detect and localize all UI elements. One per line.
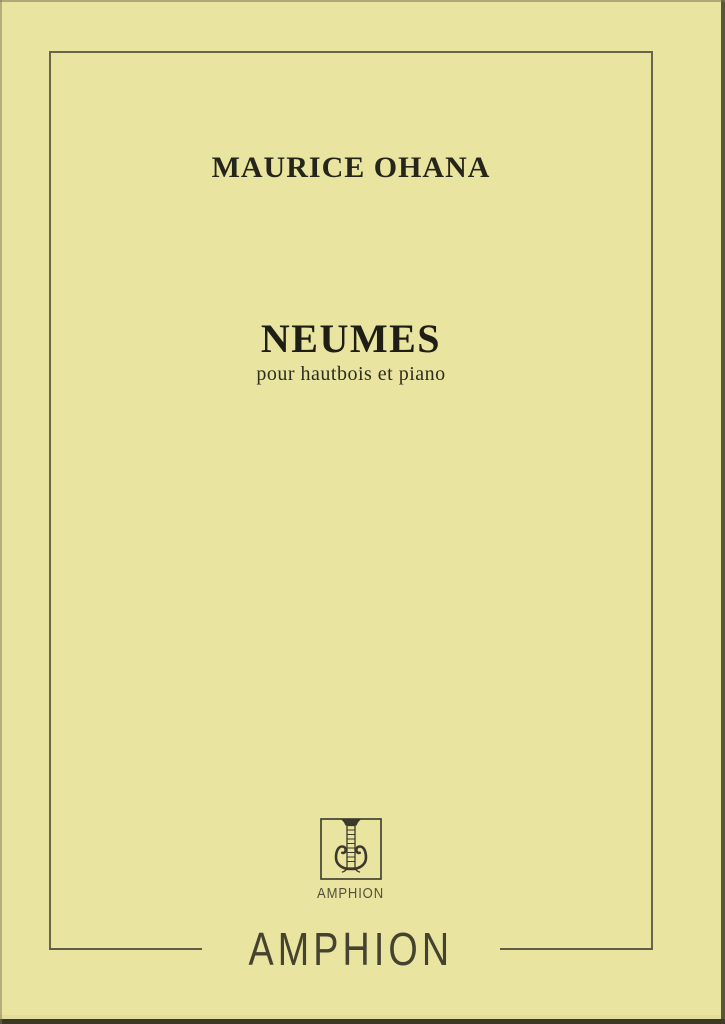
publisher-wordmark-band (49, 923, 653, 975)
bottom-rule-right (500, 948, 653, 950)
bottom-rule-left (49, 948, 202, 950)
decorative-border-frame (49, 51, 653, 949)
work-title: NEUMES (260, 316, 442, 361)
composer-name: MAURICE OHANA (211, 151, 491, 184)
publisher-wordmark: AMPHION (248, 923, 454, 975)
work-subtitle: pour hautbois et piano (256, 363, 446, 385)
lyre-icon (320, 818, 382, 880)
publisher-logo-caption: AMPHION (317, 885, 385, 902)
publisher-logo-block (49, 818, 653, 902)
